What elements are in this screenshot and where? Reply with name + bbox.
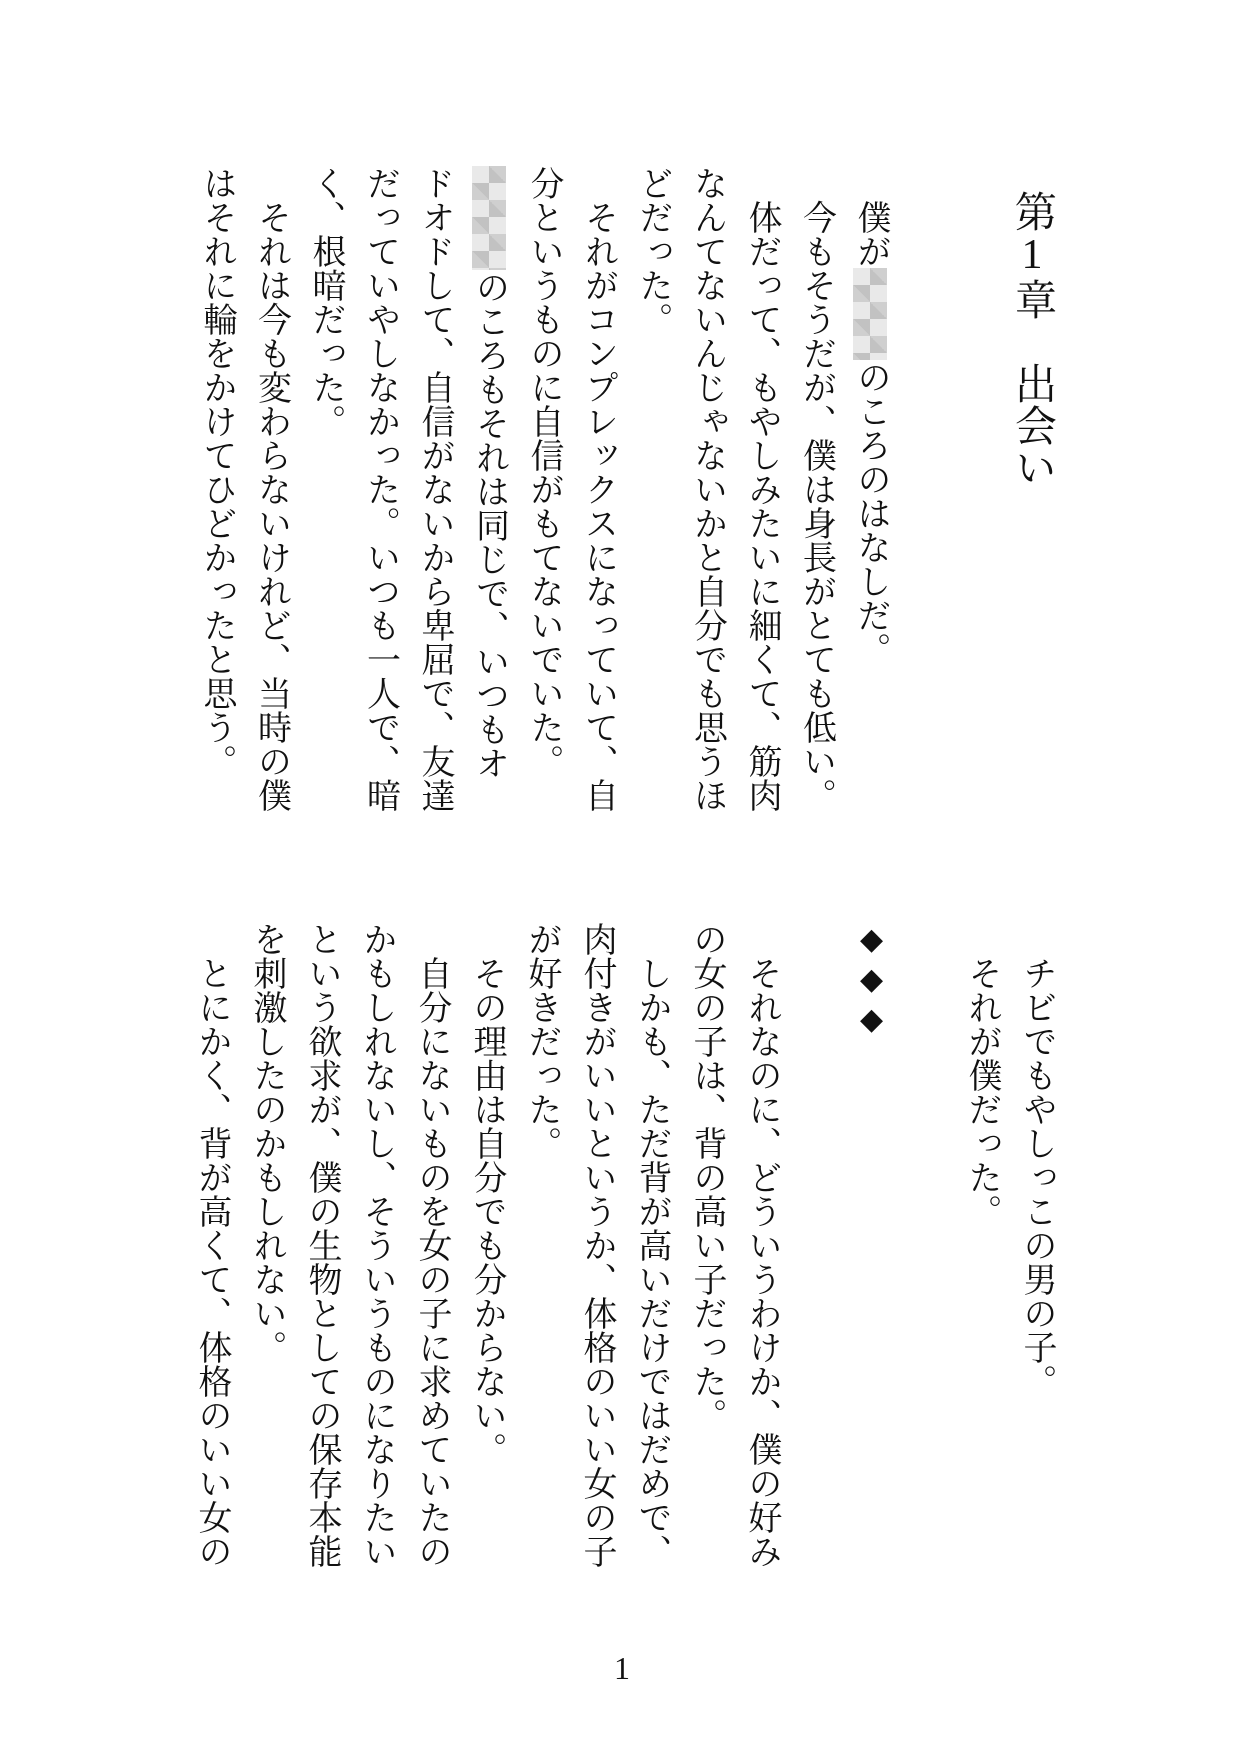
column-text: を刺激したのかもしれない。 (248, 922, 285, 1364)
text-column (634, 956, 668, 1568)
text-column (363, 166, 397, 812)
column-text: のころもそれは同じで、いつもオ (470, 270, 508, 780)
column-text: という欲求が、僕の生物としての保存本能 (303, 922, 340, 1568)
text-column (581, 200, 615, 812)
text-column (744, 200, 778, 812)
text-column (417, 166, 451, 812)
column-text: 分というものに自信がもてないでいた。 (525, 166, 562, 778)
text-column (359, 922, 393, 1568)
text-column (635, 166, 669, 336)
column-text: く、根暗だった。 (307, 166, 344, 438)
text-column (744, 956, 778, 1568)
text-column (799, 200, 833, 812)
censored-text (853, 268, 887, 360)
column-text: かもしれないし、そういうものになりたい (358, 922, 395, 1568)
text-column (526, 166, 560, 778)
column-text: 自分にないものを女の子に求めていたの (413, 956, 450, 1568)
text-column (853, 200, 887, 666)
column-text: それが僕だった。 (963, 956, 1000, 1228)
text-column (1019, 956, 1053, 1398)
page-number: 1 (614, 1650, 630, 1686)
column-text: のころのはなしだ。 (852, 360, 889, 666)
column-text: それなのに、どういうわけか、僕の好み (743, 956, 780, 1568)
text-column (524, 922, 558, 1160)
column-text: の女の子は、背の高い子だった。 (688, 922, 725, 1432)
text-column (472, 166, 506, 780)
column-text: ドオドして、自信がないから卑屈で、友達 (416, 166, 453, 812)
text-column (469, 956, 503, 1466)
text-column (199, 166, 233, 778)
column-text: それは今も変わらないけれど、当時の僕 (252, 200, 290, 812)
column-text: しかも、ただ背が高いだけではだめで、 (633, 956, 670, 1568)
text-column (249, 922, 283, 1364)
text-column (690, 166, 724, 812)
text-column (414, 956, 448, 1568)
section-divider: ◆◆◆ (855, 922, 888, 1042)
column-text: はそれに輪をかけてひどかったと思う。 (198, 166, 235, 778)
column-text: 体だって、もやしみたいに細くて、筋肉 (743, 200, 780, 812)
censored-text (472, 166, 506, 270)
column-text: が好きだった。 (523, 922, 560, 1160)
column-text: だっていやしなかった。いつも一人で、暗 (361, 166, 399, 812)
column-text: チビでもやしっこの男の子。 (1018, 956, 1055, 1398)
column-text: それがコンプレックスになっていて、自 (579, 200, 617, 812)
text-column (579, 922, 613, 1568)
text-column (964, 956, 998, 1228)
text-column (194, 956, 228, 1568)
column-text: 肉付きがいいというか、体格のいい女の子 (578, 922, 615, 1568)
text-column (689, 922, 723, 1432)
text-column (254, 200, 288, 812)
column-text: その理由は自分でも分からない。 (468, 956, 505, 1466)
column-text: 僕が (852, 200, 889, 268)
column-text: とにかく、背が高くて、体格のいい女の (193, 956, 230, 1568)
column-text: どだった。 (634, 166, 671, 336)
text-column (308, 166, 342, 438)
chapter-title: 第1章 出会い (1009, 190, 1055, 488)
column-text: 今もそうだが、僕は身長がとても低い。 (797, 200, 835, 812)
text-column (304, 922, 338, 1568)
column-text: なんてないんじゃないかと自分でも思うほ (688, 166, 726, 812)
